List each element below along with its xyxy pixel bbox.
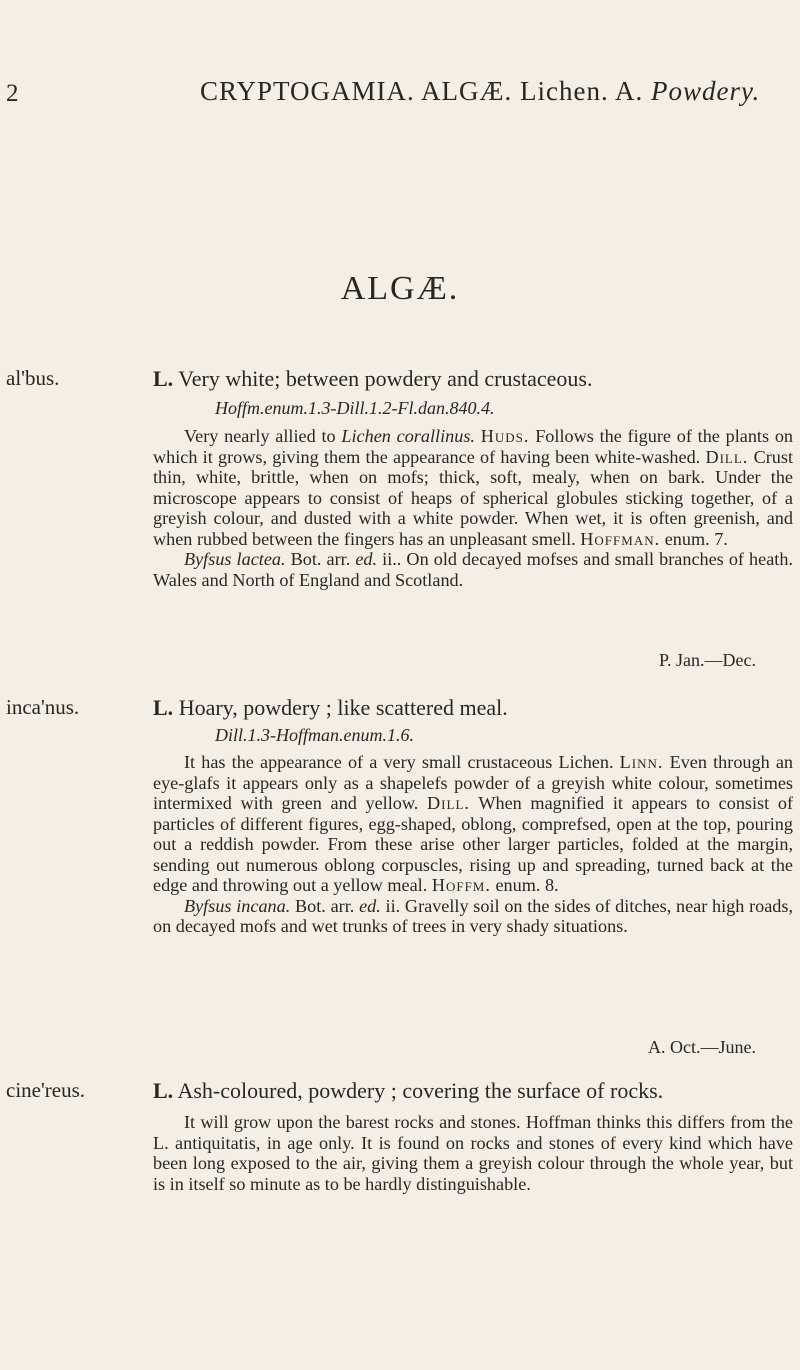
author: Hoffm. xyxy=(431,875,491,895)
synonym: Byfsus incana. xyxy=(184,895,291,916)
synonym: Byfsus lactea. xyxy=(184,549,286,569)
text: Crust thin, white, brittle, when on mofs; thick, soft, mealy, when on bark. Under the microscope appears to consist of heaps of spherical globules sticking together, of a greyish colour, and dusted with a white powder. When wet, it is often greenish, and when rubbed between the fingers has an unpleasant smell. xyxy=(153,446,794,549)
species-lead xyxy=(153,695,793,721)
text: ed. xyxy=(355,549,378,569)
references: Dill.1.3-Hoffman.enum.1.6. xyxy=(215,725,414,745)
species-lead xyxy=(153,366,793,392)
page-number: 2 xyxy=(6,80,19,107)
text: Very nearly allied to xyxy=(184,426,336,446)
paragraph xyxy=(153,1112,793,1194)
paragraph xyxy=(153,752,793,896)
species-description: Very white; between powdery and crustaceous. xyxy=(178,366,593,391)
season: P. Jan.—Dec. xyxy=(659,650,756,670)
paragraph xyxy=(153,426,793,549)
author: Hoffman. xyxy=(580,528,661,549)
entry-body xyxy=(153,426,793,590)
running-head xyxy=(200,76,760,107)
author: Linn. xyxy=(619,752,664,772)
habitat: ii.. On old decayed mofses and small branches of heath. Wales and North of England and Scotland. xyxy=(153,549,793,590)
species-lead xyxy=(153,1078,793,1104)
species-margin-name: cine'reus. xyxy=(6,1078,85,1102)
text: in age only. It is found on rocks and stones of every kind which have been long exposed to the air, giving them a greyish colour through the whole year, but is in itself so minute as to be hardly distinguishable. xyxy=(153,1132,793,1194)
references: Hoffm.enum.1.3-Dill.1.2-Fl.dan.840.4. xyxy=(215,398,495,418)
text: Bot. arr. xyxy=(295,895,355,916)
species-description: Ash-coloured, powdery ; covering the surface of rocks. xyxy=(177,1078,664,1103)
habitat: ii. Gravelly soil on the sides of ditches, near high roads, on decayed mofs and wet trunks of trees in very shady situations. xyxy=(153,895,794,936)
entry-body xyxy=(153,752,793,937)
cited-name: L. antiquitatis, xyxy=(153,1132,261,1153)
running-head-text: CRYPTOGAMIA. ALGÆ. Lichen. A. xyxy=(200,76,644,106)
cited-name: Lichen corallinus. xyxy=(341,426,475,446)
text: Follows the figure of the plants on which it grows, giving them the appearance of having been white-washed. xyxy=(153,426,794,467)
text: enum. 8. xyxy=(495,875,559,895)
text: It has the appearance of a very small crustaceous Lichen. xyxy=(184,752,614,772)
section-title: ALGÆ. xyxy=(340,270,460,307)
genus-abbrev: L. xyxy=(153,695,174,720)
text: ed. xyxy=(359,895,381,916)
running-head-italic: Powdery. xyxy=(651,76,761,106)
text: When magnified it appears to consist of particles of different figures, egg-shaped, oblong, comprefsed, open at the top, pouring out a reddish powder. From these arise other larger particles, folded at the margin, sending out numerous oblong corpuscles, rising up and spreading, turned back at the edge and throwing out a yellow meal. xyxy=(153,793,794,895)
text: Even through an eye-glafs it appears only as a shapelefs powder of a greyish white colour, sometimes intermixed with green and yellow. xyxy=(153,752,794,813)
author: Dill. xyxy=(427,793,470,813)
text: enum. 7. xyxy=(664,528,728,549)
text: Bot. arr. xyxy=(290,549,351,569)
author: Dill. xyxy=(705,446,749,467)
genus-abbrev: L. xyxy=(153,1078,174,1103)
paragraph xyxy=(153,896,793,937)
species-margin-name: al'bus. xyxy=(6,366,60,390)
paragraph xyxy=(153,549,793,590)
text: It will grow upon the barest rocks and stones. Hoffman thinks this differs from the xyxy=(184,1112,793,1132)
species-description: Hoary, powdery ; like scattered meal. xyxy=(178,695,508,720)
entry-body xyxy=(153,1112,793,1194)
author: Huds. xyxy=(480,426,530,446)
species-margin-name: inca'nus. xyxy=(6,695,80,719)
season: A. Oct.—June. xyxy=(648,1037,756,1057)
genus-abbrev: L. xyxy=(153,366,174,391)
